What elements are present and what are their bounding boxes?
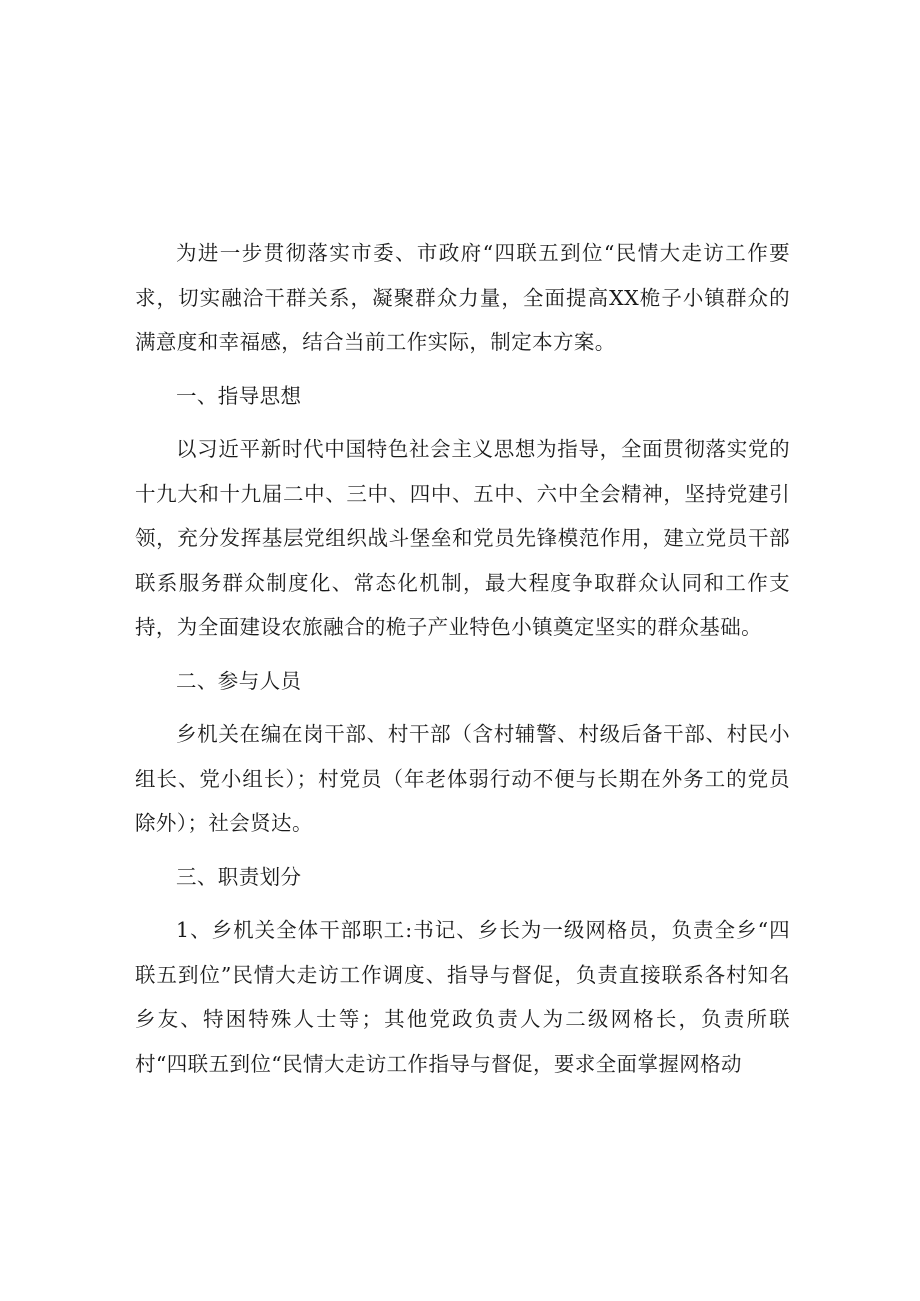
participants-paragraph: 乡机关在编在岗干部、村干部（含村辅警、村级后备干部、村民小组长、党小组长）；村党员（年老体弱行动不便与长期在外务工的党员除外）；社会贤达。 bbox=[135, 722, 790, 835]
guiding-ideology-paragraph: 以习近平新时代中国特色社会主义思想为指导，全面贯彻落实党的十九大和十九届二中、三中、四中、五中、六中全会精神，坚持党建引领，充分发挥基层党组织战斗堡垒和党员先锋模范作用，建立党员干部联系服务群众制度化、常态化机制，最大程度争取群众认同和工作支持，为全面建设农旅融合的桅子产业特色小镇奠定坚实的群众基础。 bbox=[135, 437, 790, 639]
spacer bbox=[135, 899, 790, 908]
spacer bbox=[135, 703, 790, 712]
section-heading-guiding-ideology: 一、指导思想 bbox=[176, 383, 302, 408]
spacer bbox=[135, 365, 790, 374]
responsibilities-item-1: 1、乡机关全体干部职工:书记、乡长为一级网格员，负责全乡“四联五到位”民情大走访工作调度、指导与督促，负责直接联系各村知名乡友、特困特殊人士等；其他党政负责人为二级网格长，负责所联村“四联五到位“民情大走访工作指导与督促，要求全面掌握网格动 bbox=[135, 918, 790, 1076]
intro-paragraph: 为进一步贯彻落实市委、市政府“四联五到位“民情大走访工作要求，切实融洽干群关系，凝聚群众力量，全面提高XX桅子小镇群众的满意度和幸福感，结合当前工作实际，制定本方案。 bbox=[135, 241, 790, 354]
section-heading-participants: 二、参与人员 bbox=[176, 668, 302, 693]
document-page bbox=[135, 231, 790, 1086]
spacer bbox=[135, 650, 790, 659]
spacer bbox=[135, 418, 790, 427]
section-heading-responsibilities: 三、职责划分 bbox=[176, 864, 302, 889]
spacer bbox=[135, 846, 790, 855]
